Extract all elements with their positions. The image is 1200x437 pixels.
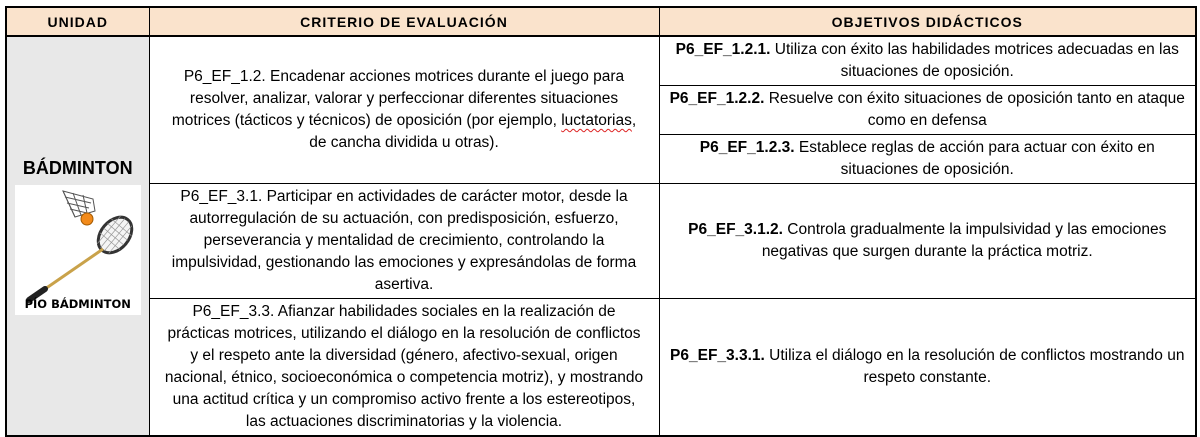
objective-code: P6_EF_1.2.3. [699,139,795,156]
objective-text: Establece reglas de acción para actuar con éxito en situaciones de oposición. [794,139,1155,178]
unit-logo [15,185,141,315]
table-row [6,184,1196,299]
table-row [6,36,1196,86]
objective-text: Controla gradualmente la impulsividad y las emociones negativas que surgen durante la práctica motriz. [761,221,1167,260]
objective-code: P6_EF_1.2.1. [675,41,771,58]
shuttlecock-and-racket-icon [15,185,141,315]
spellcheck-marked-word: luctatorias [561,112,632,129]
objective-cell [659,86,1196,135]
criterion-cell-3: P6_EF_3.3. Afianzar habilidades sociales en la realización de prácticas motrices, utilizando el diálogo en la resolución de conflictos y el respeto ante la diversidad (género, afectivo-sexual, origen nacional, étnico, socioeconómica o competencia motriz), y mostrando una actitud crítica y un compromiso activo frente a los estereotipos, las actuaciones discriminatorias y la violencia. [149,299,659,437]
logo-caption: PÍO BÁDMINTON [24,296,131,311]
criterion-cell-1 [149,36,659,184]
objective-text: Resuelve con éxito situaciones de oposición tanto en ataque como en defensa [764,90,1185,129]
objective-code: P6_EF_3.1.2. [688,221,783,238]
header-row [6,7,1196,36]
header-unidad: UNIDAD [6,7,149,36]
header-objetivos: OBJETIVOS DIDÁCTICOS [659,7,1196,36]
header-criterio: CRITERIO DE EVALUACIÓN [149,7,659,36]
criterion-text: , de cancha dividida u otras). [309,112,637,151]
table-row [6,299,1196,437]
criterion-text: P6_EF_1.2. Encadenar acciones motrices durante el juego para resolver, analizar, valorar y perfeccionar diferentes situaciones motrices (tácticos y técnicos) de oposición (por ejemplo, [171,68,625,129]
objective-cell [659,135,1196,184]
unit-title: BÁDMINTON [22,157,133,178]
objective-text: Utiliza el diálogo en la resolución de conflictos mostrando un respeto constante. [764,347,1185,386]
evaluation-table [5,6,1197,437]
objective-cell [659,36,1196,86]
objective-cell [659,184,1196,299]
criterion-cell-2: P6_EF_3.1. Participar en actividades de carácter motor, desde la autorregulación de su actuación, con predisposición, esfuerzo, perseverancia y mentalidad de crecimiento, controlando la impulsividad, gestionando las emociones y expresándolas de forma asertiva. [149,184,659,299]
unit-cell [6,36,149,436]
objective-code: P6_EF_1.2.2. [669,90,765,107]
objective-cell [659,299,1196,437]
objective-text: Utiliza con éxito las habilidades motrices adecuadas en las situaciones de oposición. [770,41,1179,80]
objective-code: P6_EF_3.3.1. [670,347,765,364]
